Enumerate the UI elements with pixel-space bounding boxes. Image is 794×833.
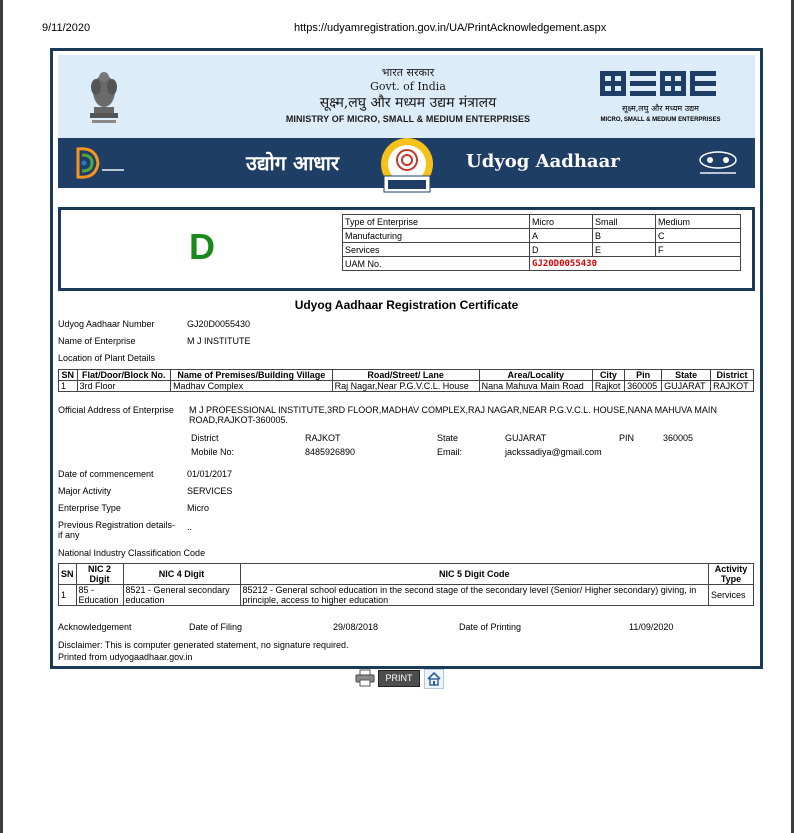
table-cell: 360005: [625, 381, 662, 392]
table-row: [59, 585, 754, 606]
table-cell: F: [656, 243, 741, 257]
acknowledgement-label: Acknowledgement: [58, 622, 132, 632]
table-cell: B: [593, 229, 656, 243]
table-row: [343, 243, 741, 257]
print-button[interactable]: PRINT: [378, 670, 420, 687]
enterprise-type-value: Micro: [187, 503, 209, 513]
table-header: District: [711, 370, 754, 381]
plant-location-table: [58, 369, 754, 392]
table-cell: 1: [59, 585, 77, 606]
ministry-hindi: सूक्ष्म,लघु और मध्यम उद्यम मंत्रालय: [319, 95, 497, 111]
table-header: SN: [59, 564, 77, 585]
swachh-bharat-logo-icon: [688, 148, 748, 178]
udyog-aadhaar-english: Udyog Aadhaar: [466, 151, 620, 172]
table-header: SN: [59, 370, 78, 381]
mobile-label: Mobile No:: [191, 447, 235, 457]
printing-date-label: Date of Printing: [459, 622, 522, 632]
table-header: Road/Street/ Lane: [332, 370, 479, 381]
table-header: Area/Locality: [479, 370, 592, 381]
table-cell: Services: [709, 585, 754, 606]
table-header: Activity Type: [709, 564, 754, 585]
table-cell: 8521 - General secondary education: [123, 585, 240, 606]
gov-english: Govt. of India: [370, 80, 446, 93]
address-line: ROAD,RAJKOT-360005.: [189, 415, 289, 425]
pin-label: PIN: [619, 433, 635, 443]
table-cell: 85 - Education: [76, 585, 123, 606]
uam-label: UAM No.: [343, 257, 530, 271]
pin-value: 360005: [663, 433, 694, 443]
category-letter: D: [189, 226, 215, 267]
table-header: Name of Premises/Building Village: [171, 370, 333, 381]
table-cell: E: [593, 243, 656, 257]
table-cell: Small: [593, 215, 656, 229]
commencement-label: Date of commencement: [58, 469, 154, 479]
table-header: Pin: [625, 370, 662, 381]
uan-label: Udyog Aadhaar Number: [58, 319, 155, 329]
table-cell: D: [530, 243, 593, 257]
table-cell: Madhav Complex: [171, 381, 333, 392]
uan-value: GJ20D0055430: [187, 319, 251, 329]
district-label: District: [191, 433, 219, 443]
table-header: City: [592, 370, 624, 381]
table-header: NIC 2 Digit: [76, 564, 123, 585]
table-cell: Type of Enterprise: [343, 215, 530, 229]
page-edge-left: [0, 0, 3, 833]
digital-india-logo-icon: [68, 143, 128, 183]
mobile-value: 8485926890: [305, 447, 356, 457]
table-cell: GUJARAT: [662, 381, 711, 392]
email-label: Email:: [437, 447, 463, 457]
msme-logo-english: MICRO, SMALL & MEDIUM ENTERPRISES: [600, 117, 721, 123]
email-value: jackssadiya@gmail.com: [505, 447, 602, 457]
table-header-row: [59, 370, 754, 381]
printing-date-value: 11/09/2020: [629, 622, 674, 632]
enterprise-category-box: [58, 207, 755, 291]
disclaimer: Disclaimer: This is computer generated statement, no signature required.: [58, 640, 349, 650]
nic-label: National Industry Classification Code: [58, 548, 206, 558]
enterprise-name-value: M J INSTITUTE: [187, 336, 251, 346]
enterprise-name-label: Name of Enterprise: [58, 336, 136, 346]
national-emblem-icon: [86, 67, 122, 127]
nic-table: [58, 563, 754, 606]
print-date: 9/11/2020: [42, 22, 91, 34]
certificate-frame: [50, 48, 763, 669]
district-value: RAJKOT: [305, 433, 341, 443]
table-cell: Medium: [656, 215, 741, 229]
enterprise-type-label: Enterprise Type: [58, 503, 121, 513]
table-cell: Micro: [530, 215, 593, 229]
table-row: [343, 257, 741, 271]
table-cell: C: [656, 229, 741, 243]
table-row: [343, 229, 741, 243]
print-url: https://udyamregistration.gov.in/UA/PrintAcknowledgement.aspx: [294, 22, 607, 34]
address-line: M J PROFESSIONAL INSTITUTE,3RD FLOOR,MADHAV COMPLEX,RAJ NAGAR,NEAR P.G.V.C.L. HOUSE,NANA MAHUVA MAIN: [189, 405, 717, 415]
table-header: NIC 5 Digit Code: [240, 564, 708, 585]
ministry-title: [258, 65, 558, 124]
printed-from: Printed from udyogaadhaar.gov.in: [58, 652, 193, 662]
uam-number: GJ20D0055430: [530, 257, 741, 271]
table-cell: Nana Mahuva Main Road: [479, 381, 592, 392]
udyog-aadhaar-hindi: उद्योग आधार: [246, 151, 340, 175]
table-cell: RAJKOT: [711, 381, 754, 392]
official-address-value: [189, 405, 749, 425]
table-cell: Rajkot: [592, 381, 624, 392]
table-header: NIC 4 Digit: [123, 564, 240, 585]
filing-date-label: Date of Filing: [189, 622, 243, 632]
gov-hindi: भारत सरकार: [381, 66, 435, 79]
plant-location-label: Location of Plant Details: [58, 353, 156, 363]
table-row: [343, 215, 741, 229]
table-cell: 85212 - General school education in the second stage of the secondary level (Senior/ Higher secondary) giving, in principle, access to higher education: [240, 585, 708, 606]
filing-date-value: 29/08/2018: [333, 622, 379, 632]
table-header: State: [662, 370, 711, 381]
table-cell: 1: [59, 381, 78, 392]
major-activity-label: Major Activity: [58, 486, 112, 496]
udyog-aadhaar-banner: [58, 138, 755, 188]
label-line: Previous Registration details-: [58, 520, 176, 530]
home-icon[interactable]: [424, 669, 444, 689]
certificate-title: Udyog Aadhaar Registration Certificate: [294, 298, 519, 312]
label-line: if any: [58, 530, 80, 540]
printer-icon[interactable]: [355, 669, 375, 687]
table-cell: Services: [343, 243, 530, 257]
previous-registration-label: [58, 520, 175, 540]
print-actions: [353, 667, 448, 691]
table-header-row: [59, 564, 754, 585]
state-label: State: [437, 433, 459, 443]
udyog-aadhaar-msme-seal-icon: [366, 136, 448, 196]
commencement-value: 01/01/2017: [187, 469, 233, 479]
table-row: [59, 381, 754, 392]
table-cell: A: [530, 229, 593, 243]
enterprise-type-table: [342, 214, 741, 271]
table-cell: Raj Nagar,Near P.G.V.C.L. House: [332, 381, 479, 392]
table-cell: Manufacturing: [343, 229, 530, 243]
table-cell: 3rd Floor: [77, 381, 171, 392]
official-address-label: Official Address of Enterprise: [58, 405, 174, 415]
table-header: Flat/Door/Block No.: [77, 370, 171, 381]
major-activity-value: SERVICES: [187, 486, 233, 496]
state-value: GUJARAT: [505, 433, 547, 443]
msme-logo-hindi: सूक्ष्म,लघु और मध्यम उद्यम: [622, 104, 699, 113]
ministry-english: MINISTRY OF MICRO, SMALL & MEDIUM ENTERPRISES: [285, 114, 531, 124]
msme-logo-icon: [598, 69, 720, 99]
ministry-banner: [58, 55, 755, 138]
previous-registration-value: ..: [187, 522, 193, 532]
